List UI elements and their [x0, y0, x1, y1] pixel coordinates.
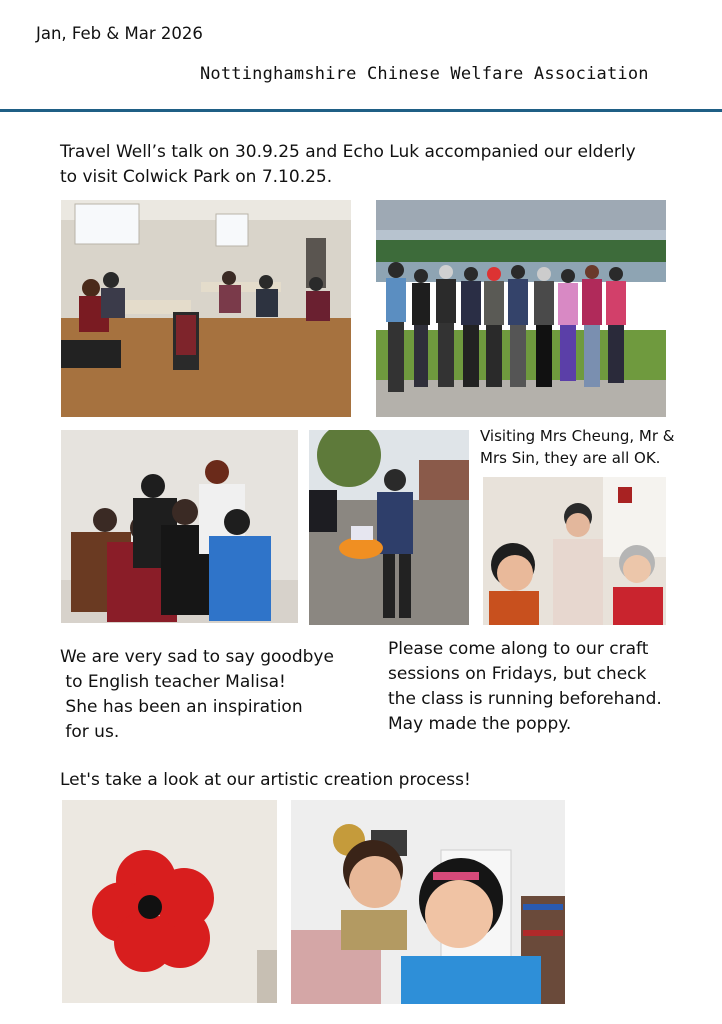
craft-caption: Please come along to our craft sessions on Fridays, but check the class is running beforehand. May made the poppy.: [388, 639, 662, 734]
crochet-poppy-photo: [62, 800, 277, 1003]
farewell-group-photo: [61, 430, 298, 623]
craft-selfie-photo: [291, 800, 565, 1004]
meeting-room-photo: [61, 200, 351, 417]
home-visit-photo: [483, 477, 666, 625]
organization-name: Nottinghamshire Chinese Welfare Association: [200, 64, 649, 84]
newsletter-date: Jan, Feb & Mar 2026: [36, 24, 203, 43]
colwick-park-group-photo: [376, 200, 666, 417]
gift-visit-photo: [309, 430, 469, 625]
goodbye-caption: We are very sad to say goodbye to English teacher Malisa! She has been an inspiration for us.: [60, 647, 334, 742]
header-divider: [0, 109, 722, 112]
travel-caption: Travel Well’s talk on 30.9.25 and Echo Luk accompanied our elderly to visit Colwick Park on 7.10.25.: [60, 142, 636, 187]
visiting-caption: Visiting Mrs Cheung, Mr & Mrs Sin, they are all OK.: [480, 427, 675, 467]
artistic-caption: Let's take a look at our artistic creation process!: [60, 770, 471, 790]
